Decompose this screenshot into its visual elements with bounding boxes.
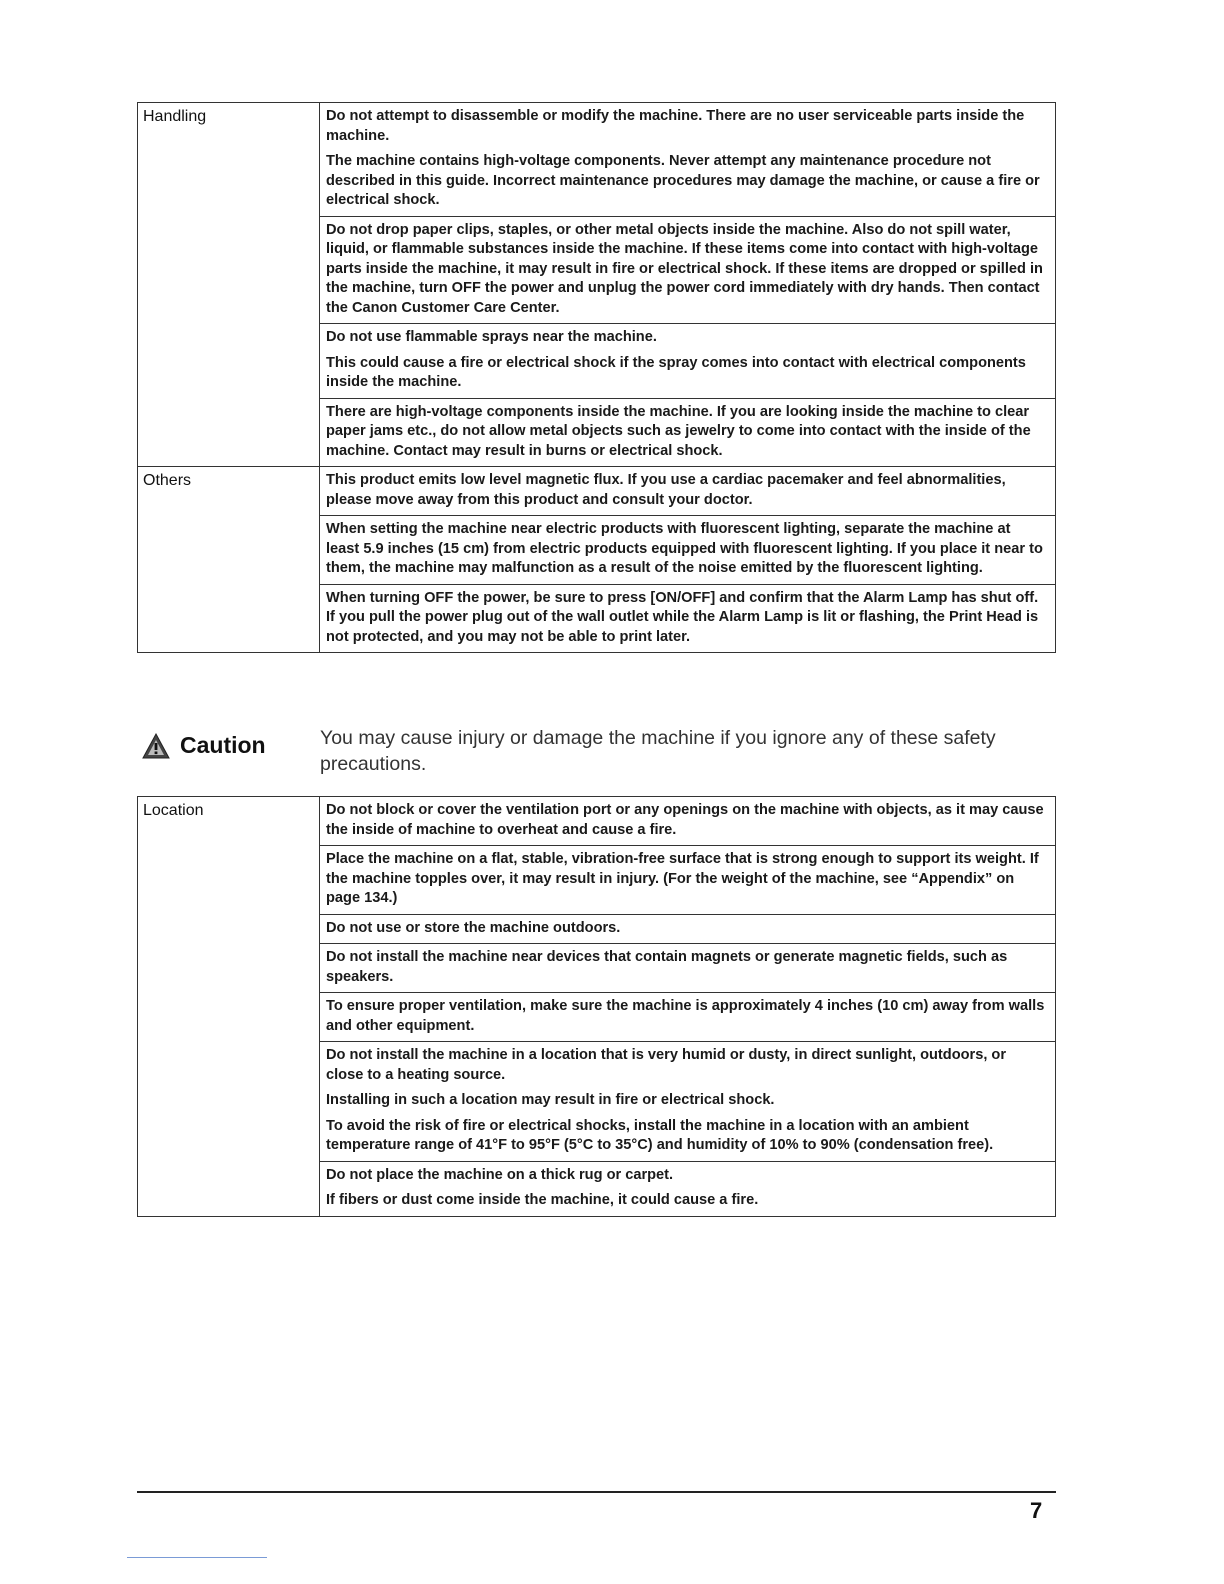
caution-description: You may cause injury or damage the machine if you ignore any of these safety precautions. xyxy=(320,727,996,775)
caution-triangle-icon xyxy=(142,733,170,759)
list-item xyxy=(320,845,1055,914)
list-item xyxy=(320,1041,1055,1161)
category-label: Others xyxy=(137,467,320,652)
item-paragraph: Do not block or cover the ventilation port or any openings on the machine with objects, as it may cause the inside of machine to overheat and cause a fire. xyxy=(326,802,1044,838)
caution-title: Caution xyxy=(180,732,266,758)
item-paragraph: There are high-voltage components inside the machine. If you are looking inside the machine to clear paper jams etc., do not allow metal objects such as jewelry to come into contact with the inside of the machine. Contact may result in burns or electrical shock. xyxy=(326,403,1031,459)
list-item xyxy=(320,914,1055,944)
item-paragraph: The machine contains high-voltage components. Never attempt any maintenance procedure not described in this guide. Incorrect maintenance procedures may damage the machine, or cause a fire or electrical shock. xyxy=(326,153,1040,208)
item-paragraph: When turning OFF the power, be sure to press [ON/OFF] and confirm that the Alarm Lamp has shut off. If you pull the power plug out of the wall outlet while the Alarm Lamp is lit or flashing, the Print Head is not protected, and you may not be able to print later. xyxy=(326,589,1039,645)
caution-table xyxy=(137,796,1056,1217)
item-paragraph: Installing in such a location may result in fire or electrical shock. xyxy=(326,1092,775,1108)
item-paragraph: Do not use or store the machine outdoors. xyxy=(326,919,621,936)
table-section xyxy=(137,102,1056,466)
list-item xyxy=(320,515,1055,584)
warning-table xyxy=(137,102,1056,653)
list-item xyxy=(320,323,1055,398)
list-item xyxy=(320,398,1055,467)
category-label: Handling xyxy=(137,103,320,466)
caution-heading xyxy=(142,732,302,759)
list-item xyxy=(320,992,1055,1041)
page-number: 7 xyxy=(1030,1498,1043,1523)
item-paragraph: Do not install the machine near devices that contain magnets or generate magnetic fields, such as speakers. xyxy=(326,949,1008,985)
table-section xyxy=(137,466,1056,653)
item-paragraph: This could cause a fire or electrical shock if the spray comes into contact with electrical components inside the machine. xyxy=(326,354,1026,390)
list-item xyxy=(320,584,1055,653)
table-section xyxy=(137,796,1056,1217)
item-paragraph: When setting the machine near electric products with fluorescent lighting, separate the machine at least 5.9 inches (15 cm) from electric products equipped with fluorescent lighting. If you place it near to them, the machine may malfunction as a result of the noise emitted by the fluorescent lighting. xyxy=(326,521,1043,576)
category-items xyxy=(320,467,1056,652)
list-item xyxy=(320,103,1055,216)
item-paragraph: Do not drop paper clips, staples, or other metal objects inside the machine. Also do not spill water, liquid, or flammable substances inside the machine. If these items come into contact with high-voltage parts inside the machine, it may result in fire or electrical shock. If these items are dropped or spilled in the machine, turn OFF the power and unplug the power cord immediately with dry hands. Then contact the Canon Customer Care Center. xyxy=(326,221,1043,316)
item-paragraph: Place the machine on a flat, stable, vibration-free surface that is strong enough to support its weight. If the machine topples over, it may result in injury. (For the weight of the machine, see “Appendix” on page 134.) xyxy=(326,851,1039,906)
item-paragraph: Do not use flammable sprays near the machine. xyxy=(326,329,657,345)
category-label: Location xyxy=(137,797,320,1216)
item-paragraph: This product emits low level magnetic flux. If you use a cardiac pacemaker and feel abnormalities, please move away from this product and consult your doctor. xyxy=(326,472,1006,508)
list-item xyxy=(320,1161,1055,1216)
item-paragraph: If fibers or dust come inside the machine, it could cause a fire. xyxy=(326,1192,759,1208)
footer-rule xyxy=(137,1491,1056,1493)
item-paragraph: Do not place the machine on a thick rug or carpet. xyxy=(326,1166,674,1183)
bottom-edge-line xyxy=(127,1557,267,1558)
item-paragraph: To ensure proper ventilation, make sure the machine is approximately 4 inches (10 cm) away from walls and other equipment. xyxy=(326,998,1045,1034)
list-item xyxy=(320,797,1055,845)
category-items xyxy=(320,103,1056,466)
item-paragraph: Do not install the machine in a location that is very humid or dusty, in direct sunlight, outdoors, or close to a heating source. xyxy=(326,1047,1007,1083)
category-items xyxy=(320,797,1056,1216)
item-paragraph: To avoid the risk of fire or electrical shocks, install the machine in a location with an ambient temperature range of 41°F to 95°F (5°C to 35°C) and humidity of 10% to 90% (condensation free). xyxy=(326,1117,994,1153)
item-paragraph: Do not attempt to disassemble or modify the machine. There are no user serviceable parts inside the machine. xyxy=(326,108,1025,144)
list-item xyxy=(320,943,1055,992)
list-item xyxy=(320,467,1055,515)
list-item xyxy=(320,216,1055,324)
